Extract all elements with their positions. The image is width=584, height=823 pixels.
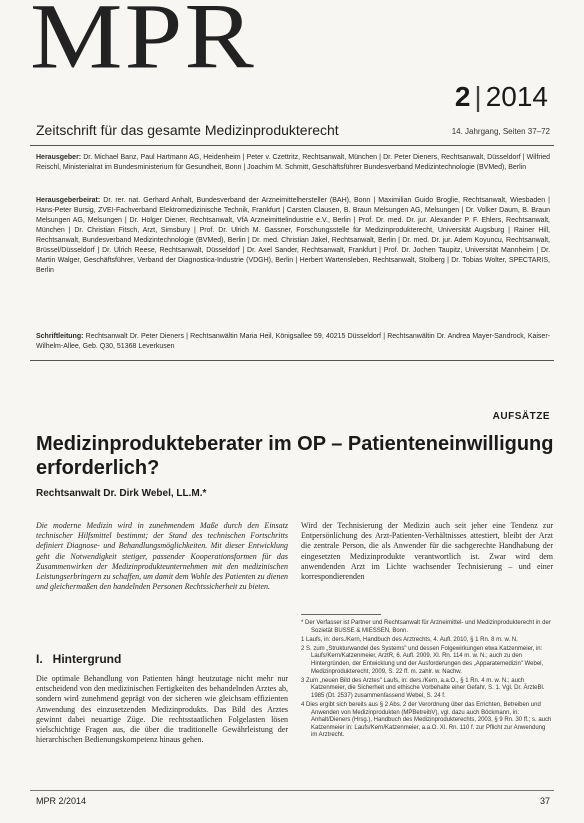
journal-subtitle: Zeitschrift für das gesamte Medizinprodukterecht xyxy=(36,122,339,138)
issue-label xyxy=(455,81,548,113)
advisory-block xyxy=(36,196,550,276)
header-bottom-rule xyxy=(30,360,554,361)
footnote-item: 2 S. zum „Strukturwandel des Systems" und dessen Folgewirkungen etwa Katzenmeier, in: Laufs/Kern/Katzenmeier, ArztR, 6. Aufl. 2009, XI. Rn. 114 m. w. N.; auch zu den Hintergründen, der Entwicklung und der Ausforderungen des „Apparatemedizin" Webel, Medizinprodukterecht, 2009, S. 22 ff. m. zahlr. w. Nachw. xyxy=(301,645,544,675)
issue-year: 2014 xyxy=(485,81,548,112)
page-number: 37 xyxy=(539,796,550,806)
section-label: AUFSÄTZE xyxy=(492,411,550,422)
footnote-rule xyxy=(301,614,381,615)
footnote-item: 4 Dies ergibt sich bereits aus § 2 Abs. 2 der Verordnung über das Errichten, Betreiben und Anwenden von Medizinprodukten (MPBetreibV), vgl. dazu auch Böckmann, in: Anhalt/Dieners (Hrsg.), Handbuch des Medizinprodukterechts, 2003, § 9 Rn. 30 ff.; s. auch Katzenmeier in: Laufs/Kern/Katzenmeier, a.a.O. XI. Rn. 110 f. zur Pflicht zur Anwendung im Arztrecht. xyxy=(301,701,552,739)
editorial-block xyxy=(36,332,550,352)
editors-text: Dr. Michael Banz, Paul Hartmann AG, Heidenheim | Peter v. Czettritz, Rechtsanwalt, München | Dr. Peter Dieners, Rechtsanwalt, Düsseldorf | Wilfried Reischl, Ministerialrat im Bundesministerium für Gesundheit, Bonn | Joachim M. Schmitt, Geschäftsführer Bundesverband Medizintechnologie (BVMed), Berlin xyxy=(36,154,550,171)
section-heading-text: Hintergrund xyxy=(52,652,122,666)
journal-logo: MPR xyxy=(30,0,256,89)
issue-number: 2 xyxy=(454,81,471,112)
editors-label: Herausgeber: xyxy=(36,154,82,161)
article-abstract: Die moderne Medizin wird in zunehmendem Maße durch den Einsatz technischer Hilfsmittel bestimmt; der Stand des technischen Fortschritts definiert Diagnose- und Behandlungsmöglichkeiten. Mit dieser Entwicklung geht die Notwendigkeit stetiger, passender Kooperationsformen für das Zusammenwirken der Medizinprodukteunternehmen mit den medizinischen Leistungserbringern zu schaffen, um damit dem Wohle des Patienten zu dienen und gleichermaßen den handelnden Personen Rechtssicherheit zu bieten. xyxy=(36,521,288,592)
footer-rule xyxy=(30,790,554,791)
body-text-left: Die optimale Behandlung von Patienten hängt heutzutage nicht mehr nur entscheidend von den medizinischen Fertigkeiten des behandelnden Arztes ab, sondern wird zunehmend geprägt von der sicheren wie gleichsam effizienten Anwendung des einzusetzenden Medizinprodukts. Das Bild des Arztes gewinnt dabei neuartige Züge. Die rechtsstaatlichen Folgelasten lösen vielschichtige Fragen aus, die über die traditionelle Gewährleistung der hierarchischen Bedienungskompetenz hinaus gehen. xyxy=(36,674,288,745)
footnote-item: * Der Verfasser ist Partner und Rechtsanwalt für Arzneimittel- und Medizinprodukterecht in der Sozietät BUSSE & MIESSEN, Bonn. xyxy=(301,620,551,634)
footer-issue: MPR 2/2014 xyxy=(36,796,87,806)
issue-separator: | xyxy=(474,81,482,112)
masthead-rule xyxy=(30,145,554,146)
editors-block xyxy=(36,153,550,173)
footnotes xyxy=(301,620,553,741)
article-author: Rechtsanwalt Dr. Dirk Webel, LL.M.* xyxy=(36,488,207,499)
section-heading xyxy=(36,652,121,666)
editorial-label: Schriftleitung: xyxy=(36,333,84,340)
footnote-item: 3 Zum „neuen Bild des Arztes" Laufs, in: ders./Kern, a.a.O., § 1 Rn. 4 m. w. N.; auch Katzenmeier, die Sicherheit und ethische Vorbehalte einer Gefahr, S. 1. Vgl. Dr. ÄrzteBl. 1985 (Dt. 2537) zusammenfassend Webel, S. 24 f. xyxy=(301,677,545,699)
volume-info: 14. Jahrgang, Seiten 37–72 xyxy=(451,127,550,136)
advisory-label: Herausgeberbeirat: xyxy=(36,197,101,204)
editorial-text: Rechtsanwalt Dr. Peter Dieners | Rechtsanwältin Maria Heil, Königsallee 59, 40215 Düsseldorf | Rechtsanwältin Dr. Andrea Mayer-Sandrock, Kaiser-Wilhelm-Allee, Geb. Q30, 51368 Leverkusen xyxy=(36,333,550,350)
footnote-item: 1 Laufs, in: ders./Kern, Handbuch des Arztrechts, 4. Aufl. 2010, § 1 Rn. 8 m. w. N. xyxy=(301,636,518,643)
article-title: Medizinprodukteberater im OP – Patienteneinwilligung erforderlich? xyxy=(36,433,554,479)
body-text-right: Wird der Technisierung der Medizin auch seit jeher eine Tendenz zur Entpersönlichung des Arzt-Patienten-Verhältnisses attestiert, bleibt der Arzt die zentrale Person, die als Anwender für die sachgerechte Handhabung der eingesetzten Medizinprodukte verantwortlich ist. Zwar wird dem anwendenden Arzt im Lichte wachsender Technisierung – und einer korrespondierenden xyxy=(301,521,553,582)
advisory-text: Dr. rer. nat. Gerhard Anhalt, Bundesverband der Arzneimittelhersteller (BAH), Bonn | Maximilian Guido Broglie, Rechtsanwalt, Wiesbaden | Hans-Peter Bursig, ZVEI-Fachverband Elektromedizinische Technik, Frankfurt | Carsten Clausen, B. Braun Melsungen AG, Melsungen | Dr. Volker Daum, B. Braun Melsungen AG, Melsungen | Dr. Holger Diener, Rechtsanwalt, VfA Arzneimittelindustrie e.V., Berlin | Prof. Dr. med. Dr. jur. Alexander P. F. Ehlers, Rechtsanwalt, München | Dr. Christian Fitsch, Arzt, Simsbury | Prof. Dr. Ulrich M. Gassner, Forschungsstelle für Medizinprodukterecht, Universität Augsburg | Rainer Hill, Rechtsanwalt, Bundesverband Medizintechnologie (BVMed), Berlin | Dr. med. Christian Jäkel, Rechtsanwalt, Berlin | Dr. med. Dr. jur. Adem Koyuncu, Rechtsanwalt, Brüssel/Düsseldorf | Dr. Ulrich Reese, Rechtsanwalt, Düsseldorf | Dr. Axel Sander, Rechtsanwalt, Frankfurt | Prof. Dr. Jochen Taupitz, Universität Mannheim | Dr. Martin Walger, Geschäftsführer, Verband der Diagnostica-Industrie (VDGH), Berlin | Herbert Wartensleben, Rechtsanwalt, Stolberg | Dr. Tobias Wolter, SPECTARIS, Berlin xyxy=(36,197,550,274)
section-heading-number: I. xyxy=(36,652,43,666)
